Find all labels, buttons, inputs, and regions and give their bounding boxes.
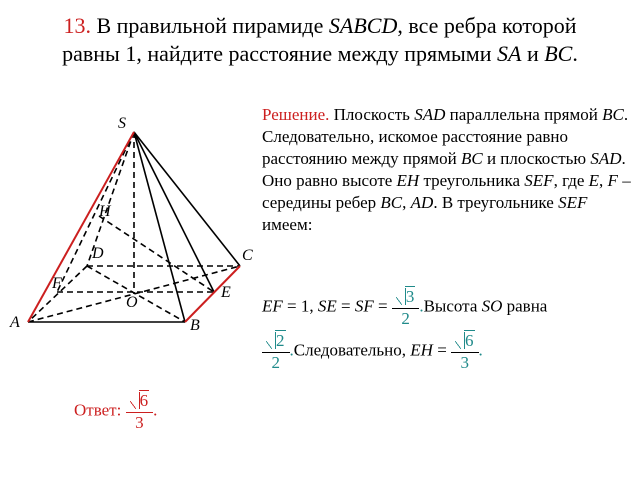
triangle-sef: SEF: [558, 193, 588, 212]
text: равна: [502, 296, 548, 316]
segment-se: SE: [317, 296, 337, 316]
label-h: H: [99, 203, 111, 220]
denominator: 3: [135, 413, 144, 432]
segment-so: SO: [481, 296, 503, 316]
triangle-sef: SEF: [524, 171, 554, 190]
point-f: F: [607, 171, 618, 190]
label-f: F: [52, 275, 62, 292]
answer-label: Ответ:: [74, 400, 122, 420]
line-bc: BC: [602, 105, 624, 124]
line-ad: AD: [410, 193, 434, 212]
text: .: [419, 296, 424, 316]
text: Плоскость: [329, 105, 415, 124]
problem-text: .: [572, 41, 578, 66]
text: .: [289, 340, 294, 360]
edge-sb: [134, 132, 185, 322]
text: Следовательно,: [293, 340, 411, 360]
text: и плоскостью: [482, 149, 591, 168]
text: .: [478, 340, 483, 360]
edge-sa: [28, 132, 134, 322]
edge-sc: [134, 132, 240, 266]
edge-bc: [185, 266, 240, 322]
problem-text: равны 1, найдите расстояние между прямыми: [62, 41, 497, 66]
denominator: 2: [401, 309, 410, 328]
text: треугольника: [419, 171, 525, 190]
segment-he: [99, 216, 214, 292]
line-bc: BC: [460, 149, 483, 168]
text: ,: [402, 193, 411, 212]
label-a: A: [10, 314, 20, 331]
label-b: B: [190, 317, 200, 334]
text: Высота: [423, 296, 482, 316]
text: . Оно равно высоте: [262, 149, 626, 190]
denominator: 3: [460, 353, 470, 372]
label-d: D: [92, 245, 104, 262]
point-e: E: [588, 171, 600, 190]
radicand: 2: [276, 331, 285, 350]
text: , где: [553, 171, 589, 190]
text: = 1,: [282, 296, 318, 316]
text: =: [336, 296, 355, 316]
radicand: 3: [405, 287, 415, 306]
plane-sad: SAD: [590, 149, 622, 168]
text: . Следовательно, искомое расстояние равно расстоянию между прямой: [262, 105, 629, 168]
line-bc: BC: [380, 193, 403, 212]
label-e: E: [221, 284, 231, 301]
segment-sf: SF: [354, 296, 374, 316]
solution-label: Решение.: [262, 105, 330, 124]
radicand: 6: [465, 331, 474, 350]
segment-sf: [57, 132, 134, 292]
segment-eh: EH: [396, 171, 420, 190]
label-s: S: [118, 115, 126, 132]
problem-text: и: [521, 41, 545, 66]
text: =: [432, 340, 452, 360]
text: – середины ребер: [262, 171, 631, 212]
radicand: 6: [139, 391, 149, 410]
line-bc: BC: [544, 41, 573, 66]
problem-text: В правильной пирамиде: [96, 13, 329, 38]
text: параллельна прямой: [445, 105, 603, 124]
text: =: [373, 296, 392, 316]
segment-se: [134, 132, 214, 292]
text: имеем:: [262, 215, 313, 234]
text: .: [153, 400, 158, 420]
problem-number: 13.: [63, 13, 91, 38]
segment-eh: EH: [410, 340, 433, 360]
line-sa: SA: [497, 41, 522, 66]
problem-text: , все ребра которой: [397, 13, 577, 38]
label-c: C: [242, 247, 253, 264]
segment-ef: EF: [262, 296, 283, 316]
plane-sad: SAD: [414, 105, 446, 124]
text: ,: [599, 171, 608, 190]
pyramid-name: SABCD: [328, 13, 398, 38]
label-o: O: [126, 294, 138, 311]
text: . В треугольнике: [433, 193, 559, 212]
denominator: 2: [271, 353, 280, 372]
